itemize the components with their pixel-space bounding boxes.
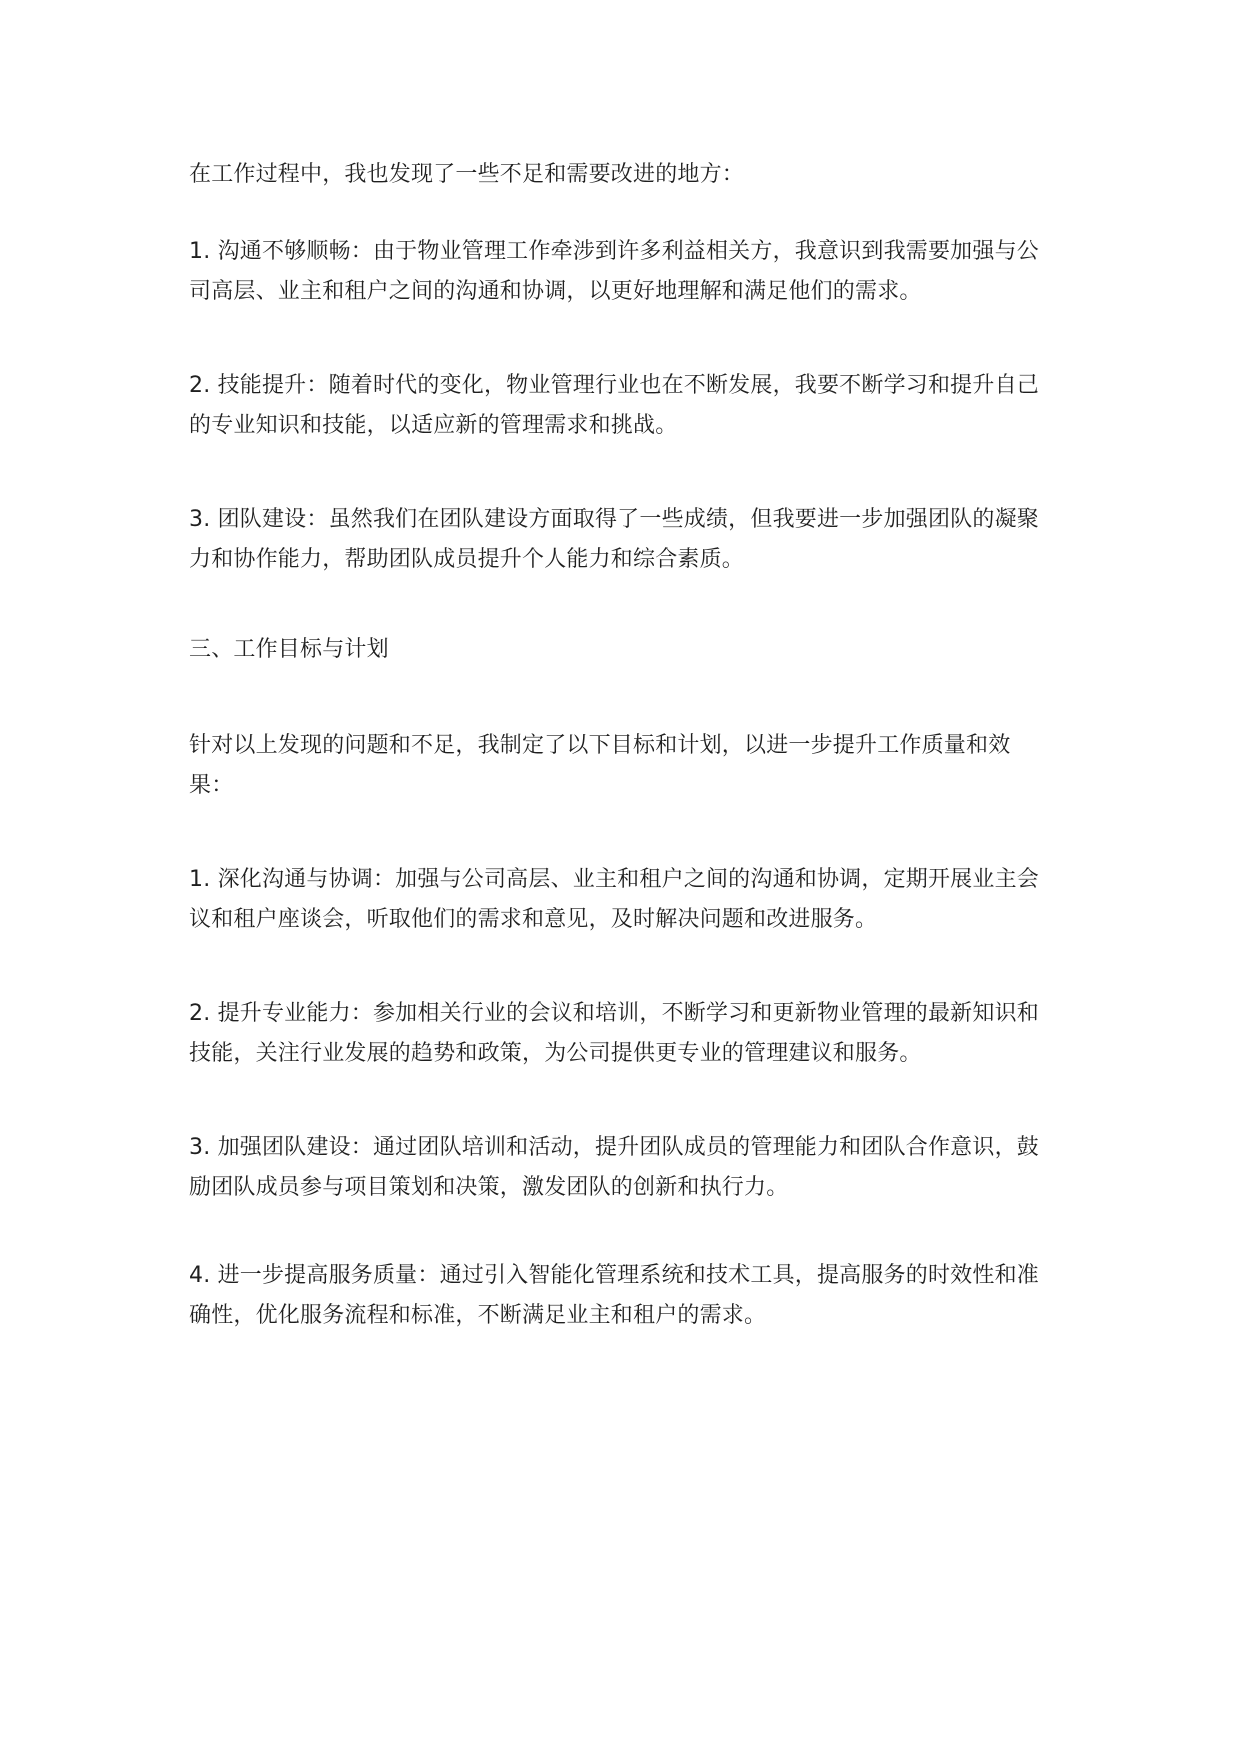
issue-item-1: 1. 沟通不够顺畅：由于物业管理工作牵涉到许多利益相关方，我意识到我需要加强与公司高层、业主和租户之间的沟通和协调，以更好地理解和满足他们的需求。 bbox=[189, 239, 1039, 304]
issue-item-2: 2. 技能提升：随着时代的变化，物业管理行业也在不断发展，我要不断学习和提升自己的专业知识和技能，以适应新的管理需求和挑战。 bbox=[189, 373, 1039, 438]
plan-item-1: 1. 深化沟通与协调：加强与公司高层、业主和租户之间的沟通和协调，定期开展业主会议和租户座谈会，听取他们的需求和意见，及时解决问题和改进服务。 bbox=[189, 867, 1039, 932]
plan-item-4: 4. 进一步提高服务质量：通过引入智能化管理系统和技术工具，提高服务的时效性和准确性，优化服务流程和标准，不断满足业主和租户的需求。 bbox=[189, 1263, 1039, 1328]
intro-paragraph: 在工作过程中，我也发现了一些不足和需要改进的地方： bbox=[189, 162, 745, 187]
section-heading: 三、工作目标与计划 bbox=[189, 637, 389, 662]
issue-item-3: 3. 团队建设：虽然我们在团队建设方面取得了一些成绩，但我要进一步加强团队的凝聚力和协作能力，帮助团队成员提升个人能力和综合素质。 bbox=[189, 507, 1039, 572]
plan-item-3: 3. 加强团队建设：通过团队培训和活动，提升团队成员的管理能力和团队合作意识，鼓励团队成员参与项目策划和决策，激发团队的创新和执行力。 bbox=[189, 1135, 1039, 1200]
plan-item-2: 2. 提升专业能力：参加相关行业的会议和培训，不断学习和更新物业管理的最新知识和技能，关注行业发展的趋势和政策，为公司提供更专业的管理建议和服务。 bbox=[189, 1001, 1039, 1066]
plan-intro-paragraph: 针对以上发现的问题和不足，我制定了以下目标和计划，以进一步提升工作质量和效果： bbox=[189, 733, 1011, 798]
